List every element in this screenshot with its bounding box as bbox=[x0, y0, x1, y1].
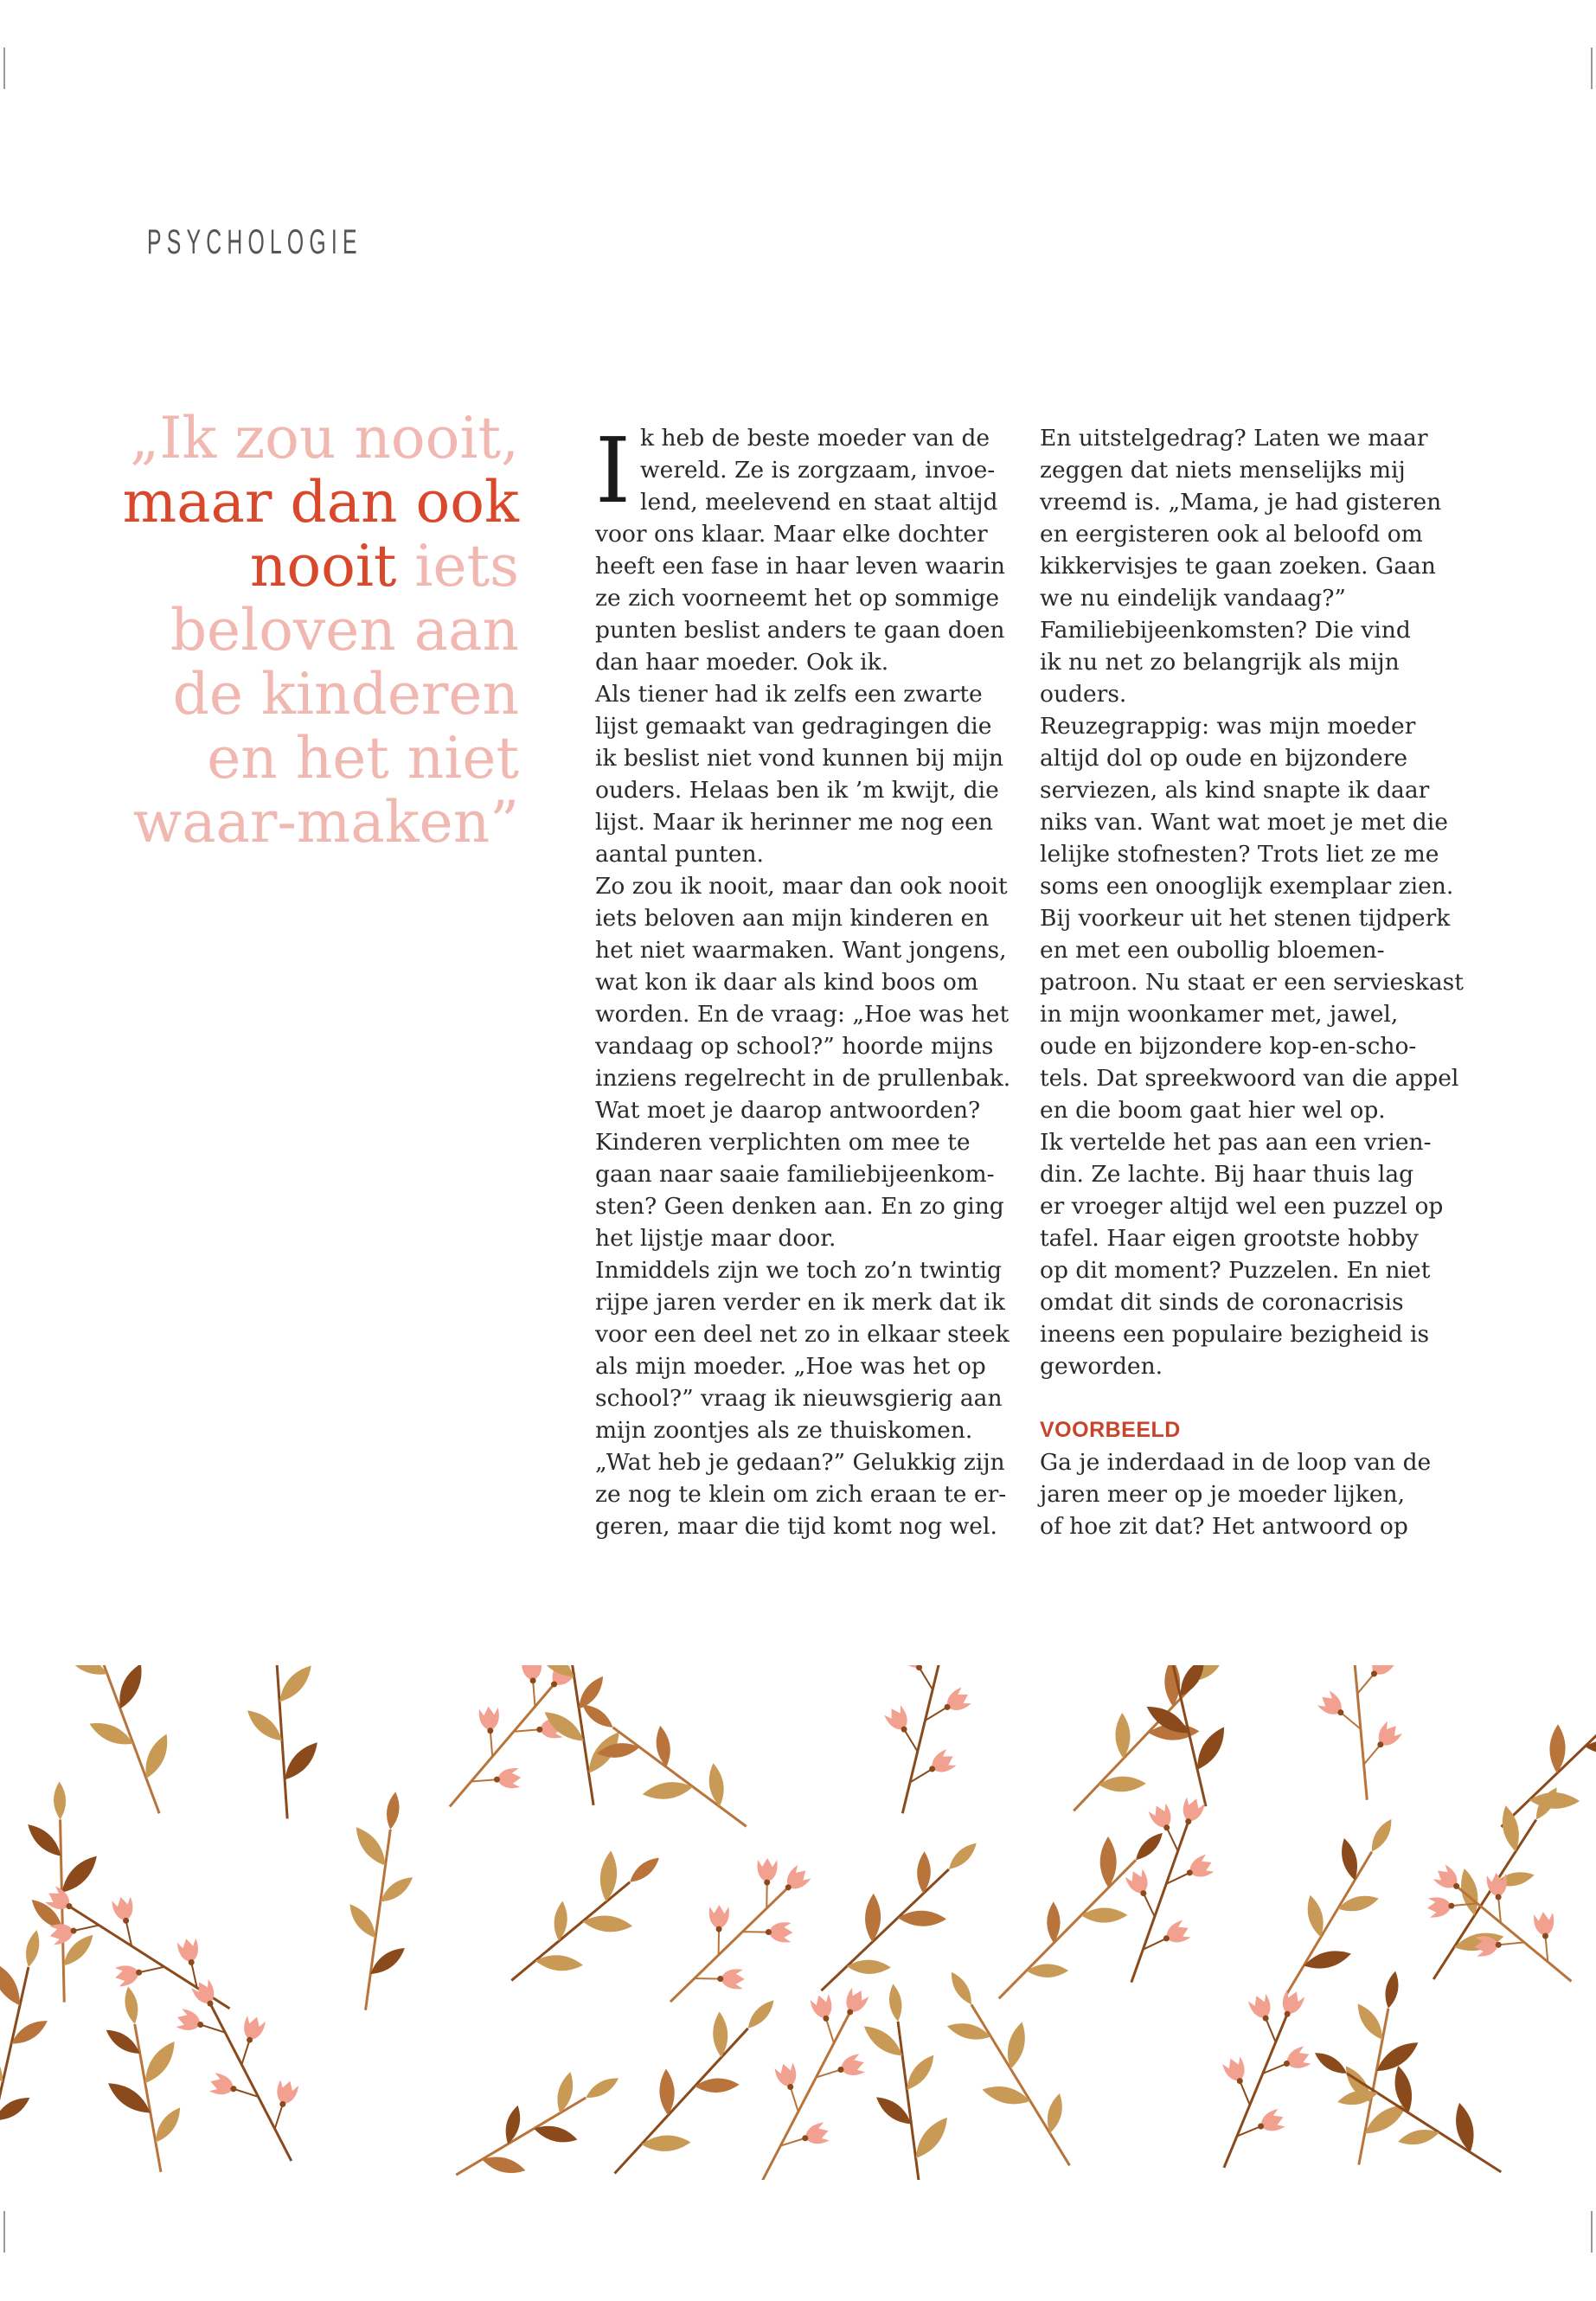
text-line: lend, meelevend en staat altijd bbox=[640, 489, 998, 516]
text-line: worden. En de vraag: „Hoe was het bbox=[595, 1001, 1010, 1028]
flower-icon bbox=[799, 2121, 831, 2148]
leaf-icon bbox=[0, 1958, 27, 2010]
leaf-icon bbox=[0, 2092, 34, 2125]
flower-icon bbox=[1178, 1795, 1206, 1827]
text-line: ik beslist niet vond kunnen bij mijn bbox=[595, 745, 1003, 772]
text-line: Reuzegrappig: was mijn moeder bbox=[1040, 713, 1416, 740]
text-line: rijpe jaren verder en ik merk dat ik bbox=[595, 1289, 1005, 1316]
text-line: dan haar moeder. Ook ik. bbox=[595, 649, 889, 676]
stem-icon bbox=[763, 2009, 852, 2180]
stem-icon bbox=[1454, 1884, 1572, 1982]
flower-icon bbox=[478, 1706, 500, 1734]
text-line: Familiebijeenkomsten? Die vind bbox=[1040, 617, 1411, 644]
flower-icon bbox=[773, 2061, 800, 2093]
text-line: zeggen dat niets menselijks mij bbox=[1040, 457, 1406, 484]
text-line: voor ons klaar. Maar elke dochter bbox=[595, 521, 988, 548]
leaf-icon bbox=[945, 2019, 993, 2043]
flower-icon bbox=[757, 1858, 778, 1886]
stem-icon bbox=[1347, 2073, 1501, 2172]
flower-icon bbox=[929, 1665, 955, 1668]
text-line: lijst. Maar ik herinner me nog een bbox=[595, 809, 993, 836]
text-line: Inmiddels zijn we toch zo’n twintig bbox=[595, 1257, 1002, 1284]
leaf-icon bbox=[980, 2082, 1032, 2109]
text-line: ineens een populaire bezigheid is bbox=[1040, 1321, 1430, 1348]
text-line: voor een deel net zo in elkaar steek bbox=[595, 1321, 1010, 1348]
leaf-icon bbox=[554, 2070, 577, 2115]
flower-icon bbox=[521, 1665, 542, 1684]
stem-icon bbox=[999, 1860, 1136, 1998]
flower-icon bbox=[1147, 1802, 1176, 1835]
text-line: in mijn woonkamer met, jawel, bbox=[1040, 1001, 1399, 1028]
stem-icon bbox=[1224, 2011, 1289, 2168]
leaf-icon bbox=[1311, 2048, 1350, 2079]
flower-icon bbox=[766, 1922, 793, 1943]
leaf-icon bbox=[744, 1997, 779, 2033]
text-line: als mijn moeder. „Hoe was het op bbox=[595, 1353, 986, 1380]
flower-icon bbox=[717, 1969, 745, 1990]
text-line: jaren meer op je moeder lijken, bbox=[1040, 1481, 1406, 1508]
text-line: of hoe zit dat? Het antwoord op bbox=[1040, 1513, 1408, 1540]
leaf-icon bbox=[1302, 1946, 1353, 1973]
text-line: Kinderen verplichten om mee te bbox=[595, 1129, 971, 1156]
flower-icon bbox=[1247, 1992, 1276, 2025]
text-line: gaan naar saaie familiebijeenkom- bbox=[595, 1161, 995, 1188]
leaf-icon bbox=[122, 1985, 141, 2025]
leaf-icon bbox=[54, 1781, 67, 1819]
text-line: En uitstelgedrag? Laten we maar bbox=[1040, 425, 1428, 452]
flower-icon bbox=[272, 2078, 300, 2110]
leaf-icon bbox=[626, 1853, 663, 1887]
article-paragraph bbox=[1040, 1126, 1455, 1382]
text-line: „Wat heb je gedaan?” Gelukkig zijn bbox=[595, 1449, 1005, 1476]
stem-icon bbox=[615, 2029, 748, 2174]
leaf-icon bbox=[946, 1969, 977, 2008]
text-line: en eergisteren ook al beloofd om bbox=[1040, 521, 1423, 548]
stem-icon bbox=[450, 1682, 556, 1807]
text-line: en die boom gaat hier wel op. bbox=[1040, 1097, 1386, 1124]
pull-quote-part-3: iets beloven aan de kinderen en het niet waar-maken” bbox=[132, 533, 519, 856]
leaf-icon bbox=[384, 1791, 401, 1830]
text-line: geworden. bbox=[1040, 1353, 1163, 1380]
text-line: het niet waarmaken. Want jongens, bbox=[595, 937, 1007, 964]
flower-icon bbox=[493, 1767, 522, 1789]
flower-icon bbox=[809, 1992, 836, 2024]
flower-icon bbox=[1280, 2045, 1313, 2073]
leaf-icon bbox=[237, 1665, 282, 1669]
text-line: k heb de beste moeder van de bbox=[640, 425, 990, 452]
text-line: tafel. Haar eigen grootste hobby bbox=[1040, 1225, 1419, 1252]
text-line: we nu eindelijk vandaag?” bbox=[1040, 585, 1346, 612]
flower-icon bbox=[1159, 1919, 1192, 1948]
flower-icon bbox=[1371, 1720, 1404, 1753]
flower-icon bbox=[111, 1895, 136, 1926]
text-line: omdat dit sinds de coronacrisis bbox=[1040, 1289, 1404, 1316]
pull-quote bbox=[121, 407, 519, 855]
text-line: sten? Geen denken aan. En zo ging bbox=[595, 1193, 1004, 1220]
text-line: altijd dol op oude en bijzondere bbox=[1040, 745, 1408, 772]
stem-icon bbox=[1074, 1681, 1197, 1811]
article-paragraph bbox=[1040, 1446, 1455, 1542]
text-line: geren, maar die tijd komt nog wel. bbox=[595, 1513, 997, 1540]
text-line: inziens regelrecht in de prullenbak. bbox=[595, 1065, 1011, 1092]
text-line: lijst gemaakt van gedragingen die bbox=[595, 713, 992, 740]
flower-icon bbox=[1183, 1853, 1215, 1882]
text-line: ouders. bbox=[1040, 681, 1127, 708]
text-line: school?” vraag ik nieuwsgierig aan bbox=[595, 1385, 1003, 1412]
text-line: vandaag op school?” hoorde mijns bbox=[595, 1033, 994, 1060]
text-line: er vroeger altijd wel een puzzel op bbox=[1040, 1193, 1444, 1220]
text-line: niks van. Want wat moet je met die bbox=[1040, 809, 1448, 836]
flower-icon bbox=[1254, 2108, 1287, 2137]
leaf-icon bbox=[1367, 1816, 1397, 1855]
section-label: PSYCHOLOGIE bbox=[147, 223, 362, 261]
text-line: iets beloven aan mijn kinderen en bbox=[595, 905, 990, 932]
text-line: en met een oubollig bloemen- bbox=[1040, 937, 1385, 964]
leaf-icon bbox=[706, 1762, 727, 1808]
leaf-icon bbox=[279, 1737, 324, 1785]
drop-cap: I bbox=[595, 418, 631, 523]
crop-mark-bottom-right bbox=[1591, 2211, 1593, 2253]
text-line: Als tiener had ik zelfs een zwarte bbox=[595, 681, 983, 708]
text-line: patroon. Nu staat er een servieskast bbox=[1040, 969, 1464, 996]
flower-icon bbox=[1316, 1689, 1349, 1722]
flower-icon bbox=[883, 1703, 914, 1737]
text-line: kikkervisjes te gaan zoeken. Gaan bbox=[1040, 553, 1436, 580]
text-line: Bij voorkeur uit het stenen tijdperk bbox=[1040, 905, 1451, 932]
leaf-icon bbox=[1382, 1970, 1401, 2009]
flower-icon bbox=[898, 1665, 929, 1676]
leaf-icon bbox=[654, 1725, 673, 1768]
leaf-icon bbox=[1336, 1892, 1381, 1915]
flower-icon bbox=[1277, 1988, 1305, 2021]
text-line: heeft een fase in haar leven waarin bbox=[595, 553, 1005, 580]
text-line: ouders. Helaas ben ik ’m kwijt, die bbox=[595, 777, 999, 804]
article-paragraph bbox=[1040, 422, 1455, 710]
article-paragraph bbox=[595, 870, 1011, 1254]
leaf-icon bbox=[1452, 1928, 1505, 1955]
leaf-icon bbox=[22, 1929, 42, 1969]
pull-quote-part-1: „Ik zou nooit, bbox=[130, 405, 519, 471]
leaf-icon bbox=[1100, 1836, 1117, 1888]
leaf-icon bbox=[1452, 2101, 1478, 2154]
stem-icon bbox=[1131, 1818, 1189, 1983]
text-line: wereld. Ze is zorgzaam, invoe- bbox=[640, 457, 996, 484]
flower-icon bbox=[835, 2053, 867, 2080]
flower-icon bbox=[240, 2014, 267, 2046]
leaf-icon bbox=[887, 1983, 904, 2022]
stem-icon bbox=[1286, 1852, 1371, 1995]
leaf-icon bbox=[273, 1665, 317, 1707]
text-line: serviezen, als kind snapte ik daar bbox=[1040, 777, 1430, 804]
stem-icon bbox=[821, 1869, 948, 1990]
flower-icon bbox=[113, 1962, 144, 1987]
text-line: aantal punten. bbox=[595, 841, 764, 868]
text-line: het lijstje maar door. bbox=[595, 1225, 836, 1252]
flower-icon bbox=[175, 2008, 207, 2035]
article-column-2 bbox=[1040, 422, 1464, 1542]
text-line: wat kon ik daar als kind boos om bbox=[595, 969, 978, 996]
text-line: Ik vertelde het pas aan een vrien- bbox=[1040, 1129, 1432, 1156]
text-line: lelijke stofnesten? Trots liet ze me bbox=[1040, 841, 1439, 868]
text-line: ze zich voorneemt het op sommige bbox=[595, 585, 1000, 612]
text-line: soms een onooglijk exemplaar zien. bbox=[1040, 873, 1454, 900]
flower-icon bbox=[1533, 1911, 1555, 1940]
article-paragraph bbox=[1040, 710, 1464, 1126]
stem-icon bbox=[902, 1665, 940, 1813]
flower-icon bbox=[1221, 2054, 1250, 2087]
crop-mark-bottom-left bbox=[3, 2211, 5, 2253]
floral-pattern-icon bbox=[0, 1665, 1596, 2180]
text-line: Zo zou ik nooit, maar dan ook nooit bbox=[595, 873, 1008, 900]
leaf-icon bbox=[64, 1665, 110, 1681]
article-paragraph bbox=[595, 678, 1002, 870]
leaf-icon bbox=[1131, 1829, 1167, 1864]
article-paragraph bbox=[595, 1254, 1010, 1542]
text-line: Wat moet je daarop antwoorden? bbox=[595, 1097, 981, 1124]
text-line: oude en bijzondere kop-en-scho- bbox=[1040, 1033, 1417, 1060]
flower-icon bbox=[190, 1977, 221, 2011]
text-line: ze nog te klein om zich eraan te er- bbox=[595, 1481, 1007, 1508]
flower-icon bbox=[176, 1937, 202, 1968]
article-paragraph bbox=[595, 418, 1005, 678]
text-line: op dit moment? Puzzelen. En niet bbox=[1040, 1257, 1431, 1284]
subheading: VOORBEELD bbox=[1040, 1418, 1181, 1442]
text-line: Ga je inderdaad in de loop van de bbox=[1040, 1449, 1432, 1476]
stem-icon bbox=[61, 1819, 65, 2002]
text-line: punten beslist anders te gaan doen bbox=[595, 617, 1005, 644]
flower-icon bbox=[208, 2072, 240, 2099]
flower-icon bbox=[708, 1905, 729, 1932]
text-line: ik nu net zo belangrijk als mijn bbox=[1040, 649, 1400, 676]
flower-icon bbox=[1426, 1895, 1456, 1918]
flower-icon bbox=[840, 1986, 870, 2020]
crop-mark-top-right bbox=[1591, 48, 1593, 89]
text-line: tels. Dat spreekwoord van die appel bbox=[1040, 1065, 1459, 1092]
text-line: mijn zoontjes als ze thuiskomen. bbox=[595, 1417, 973, 1444]
leaf-icon bbox=[502, 2104, 524, 2145]
leaf-icon bbox=[583, 2073, 622, 2103]
flower-icon bbox=[1124, 1867, 1153, 1900]
flower-icon bbox=[1486, 1872, 1509, 1901]
text-line: din. Ze lachte. Bij haar thuis lag bbox=[1040, 1161, 1414, 1188]
text-line: vreemd is. „Mama, je had gisteren bbox=[1040, 489, 1442, 516]
stem-icon bbox=[613, 1727, 747, 1826]
article-column-1 bbox=[595, 418, 1011, 1542]
flower-icon bbox=[939, 1686, 973, 1717]
flower-icon bbox=[1432, 1863, 1465, 1896]
flower-icon bbox=[925, 1748, 958, 1779]
pull-quote-highlight: maar dan ook nooit bbox=[122, 469, 519, 599]
crop-mark-top-left bbox=[3, 48, 5, 89]
leaf-icon bbox=[945, 1839, 981, 1875]
